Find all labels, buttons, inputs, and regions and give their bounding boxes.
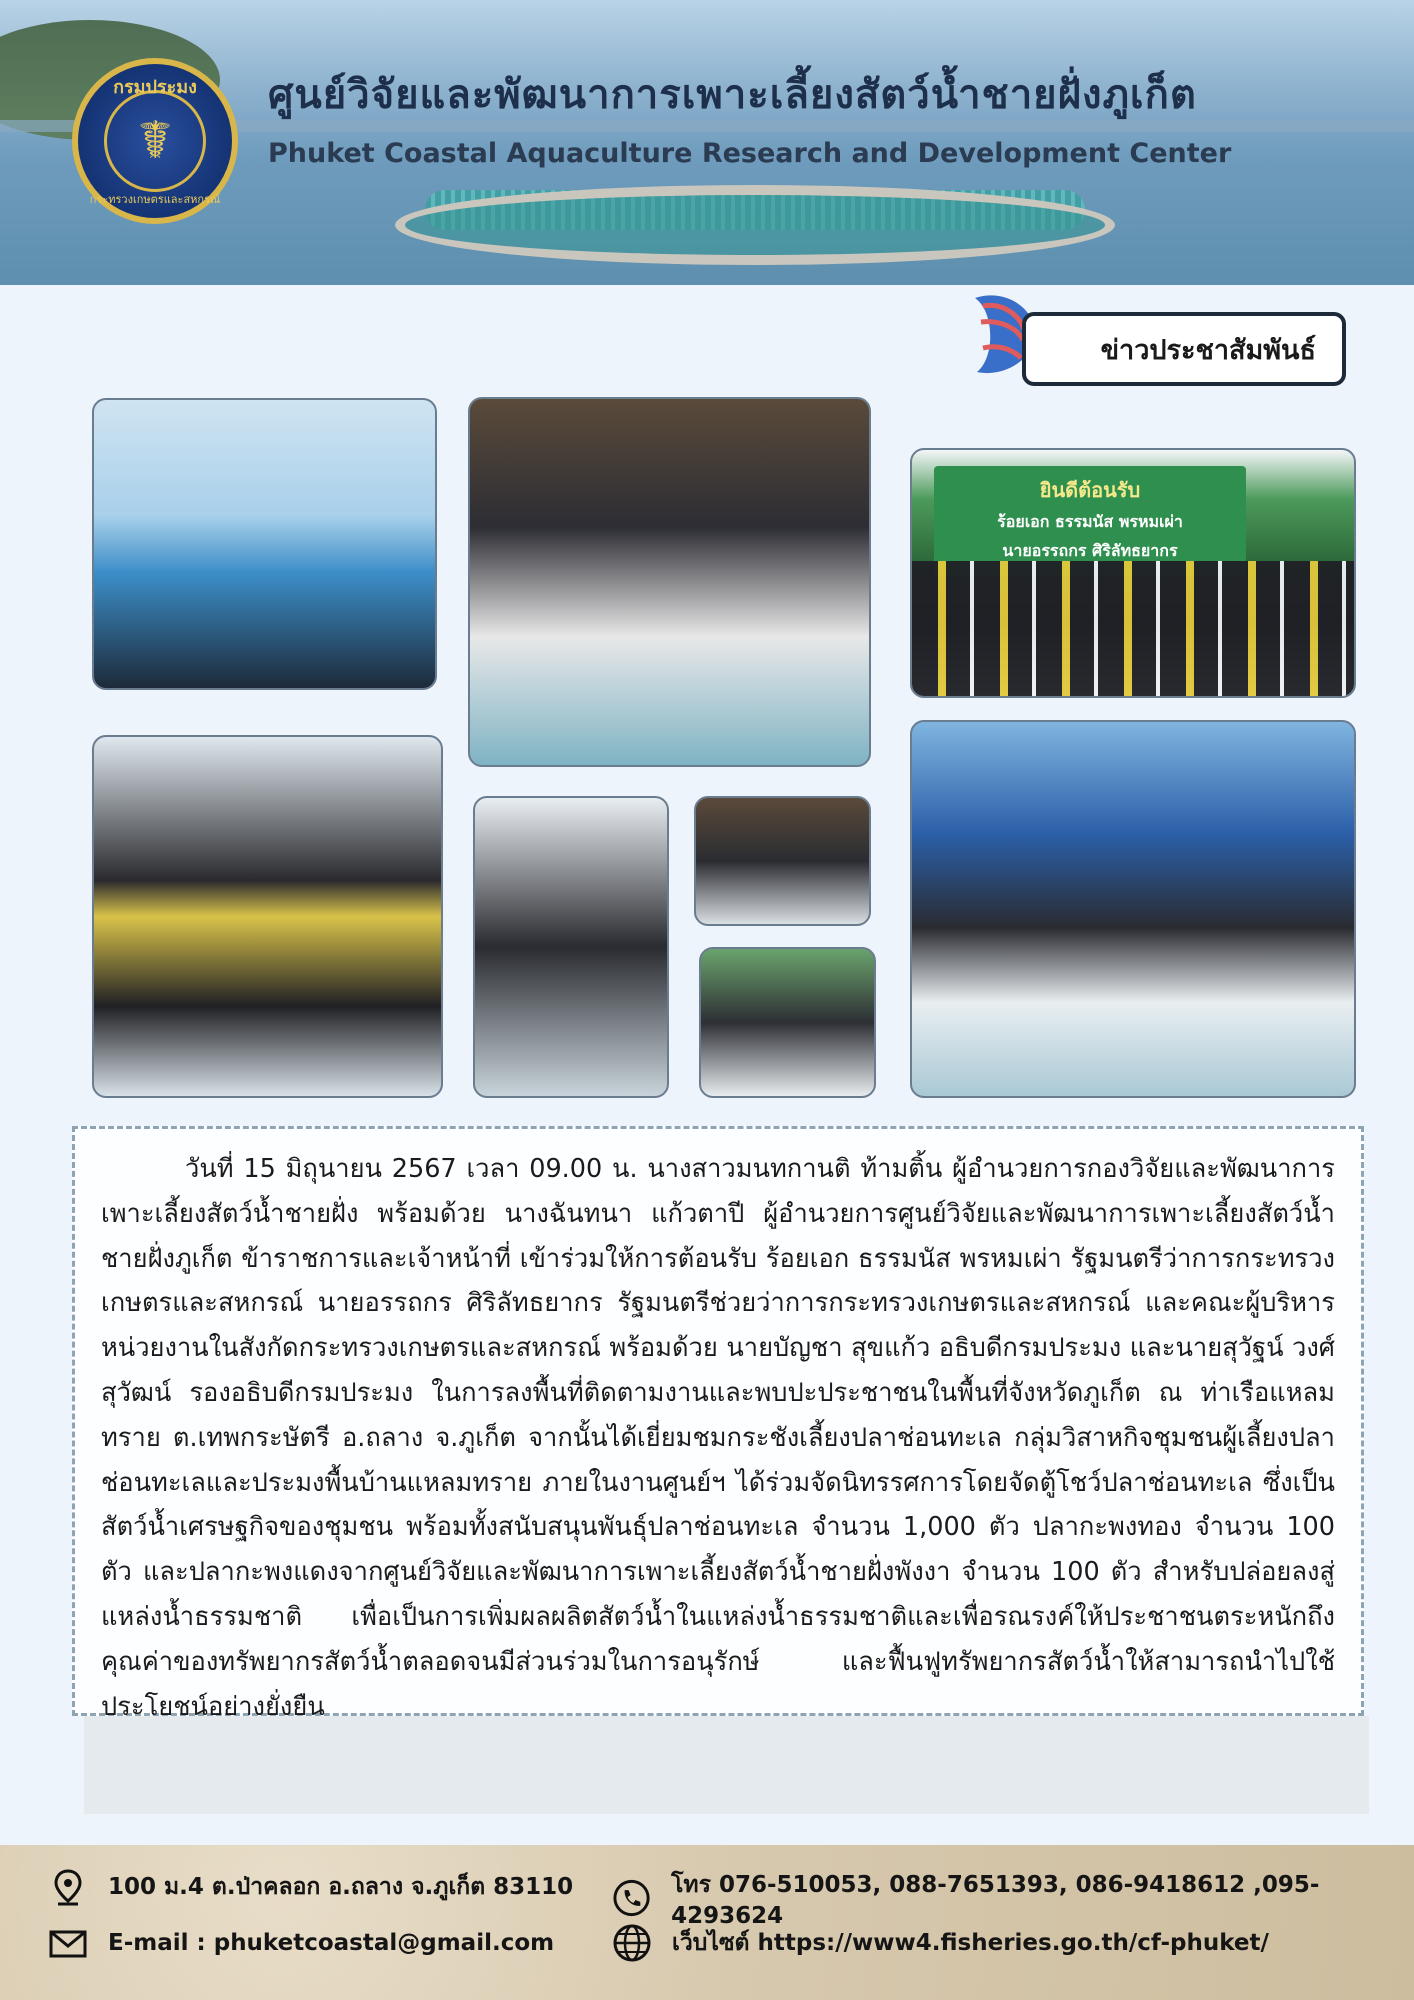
text-shadow-bar <box>84 1716 1369 1814</box>
photo-release-overview <box>694 796 871 926</box>
globe-icon <box>612 1923 652 1963</box>
photo-fish-release <box>468 397 871 767</box>
logo-text-top: กรมประมง <box>113 77 197 98</box>
title-english: Phuket Coastal Aquaculture Research and Development Center <box>268 138 1232 169</box>
email-text[interactable]: E-mail : phuketcoastal@gmail.com <box>108 1930 555 1956</box>
footer-contact <box>0 1845 1414 2000</box>
title-thai: ศูนย์วิจัยและพัฒนาการเพาะเลี้ยงสัตว์น้ำชายฝั่งภูเก็ต <box>268 72 1197 118</box>
department-logo <box>72 58 238 224</box>
photo-exhibition-group <box>92 398 437 690</box>
footer-address <box>48 1867 573 1907</box>
welcome-sign-line3: นายอรรถกร ศิริลัทธยากร <box>1002 541 1178 560</box>
footer-email[interactable] <box>48 1923 554 1963</box>
article-paragraph: วันที่ 15 มิถุนายน 2567 เวลา 09.00 น. นางสาวมนทกานติ ท้ามติ้น ผู้อำนวยการกองวิจัยและพัฒนาการเพาะเลี้ยงสัตว์น้ำชายฝั่ง พร้อมด้วย นางฉันทนา แก้วตาปี ผู้อำนวยการศูนย์วิจัยและพัฒนาการเพาะเลี้ยงสัตว์น้ำชายฝั่งภูเก็ต ข้าราชการและเจ้าหน้าที่ เข้าร่วมให้การต้อนรับ ร้อยเอก ธรรมนัส พรหมเผ่า รัฐมนตรีว่าการกระทรวงเกษตรและสหกรณ์ นายอรรถกร ศิริลัทธยากร รัฐมนตรีช่วยว่าการกระทรวงเกษตรและสหกรณ์ และคณะผู้บริหาร หน่วยงานในสังกัดกระทรวงเกษตรและสหกรณ์ พร้อมด้วย นายบัญชา สุขแก้ว อธิบดีกรมประมง และนายสุวัฐน์ วงศ์สุวัฒน์ รองอธิบดีกรมประมง ในการลงพื้นที่ติดตามงานและพบปะประชาชนในพื้นที่จังหวัดภูเก็ต ณ ท่าเรือแหลมทราย ต.เทพกระษัตรี อ.ถลาง จ.ภูเก็ต จากนั้นได้เยี่ยมชมกระชังเลี้ยงปลาช่อนทะเล กลุ่มวิสาหกิจชุมชนผู้เลี้ยงปลาช่อนทะเลและประมงพื้นบ้านแหลมทราย ภายในงานศูนย์ฯ ได้ร่วมจัดนิทรรศการโดยจัดตู้โชว์ปลาช่อนทะเล ซึ่งเป็นสัตว์น้ำเศรษฐกิจของชุมชน พร้อมทั้งสนับสนุนพันธุ์ปลาช่อนทะเล จำนวน 1,000 ตัว ปลากะพงทอง จำนวน 100 ตัว และปลากะพงแดงจากศูนย์วิจัยและพัฒนาการเพาะเลี้ยงสัตว์น้ำชายฝั่งพังงา จำนวน 100 ตัว สำหรับปล่อยลงสู่แหล่งน้ำธรรมชาติ เพื่อเป็นการเพิ่มผลผลิตสัตว์น้ำในแหล่งน้ำธรรมชาติและเพื่อรณรงค์ให้ประชาชนตระหนักถึงคุณค่าของทรัพยากรสัตว์น้ำตลอดจนมีส่วนร่วมในการอนุรักษ์ และฟื้นฟูทรัพยากรสัตว์น้ำให้สามารถนำไปใช้ประโยชน์อย่างยั่งยืน <box>101 1154 1335 1722</box>
press-release-badge <box>1022 312 1346 386</box>
phone-icon <box>612 1878 651 1918</box>
article-box <box>72 1126 1364 1722</box>
photo-officials-tank <box>473 796 669 1098</box>
photo-aquarium-visit <box>92 735 443 1098</box>
emblem-icon: ☤ <box>104 90 206 192</box>
header-banner <box>0 0 1414 285</box>
welcome-sign-line1: ยินดีต้อนรับ <box>1039 478 1141 502</box>
badge-label: ข่าวประชาสัมพันธ์ <box>1100 334 1316 366</box>
email-icon <box>48 1923 88 1963</box>
photo-welcome-group <box>910 448 1356 698</box>
welcome-sign <box>934 466 1246 576</box>
location-pin-icon <box>48 1867 88 1907</box>
website-text[interactable]: เว็บไซต์ https://www4.fisheries.go.th/cf-phuket/ <box>672 1930 1269 1956</box>
footer-phone <box>612 1867 1414 1929</box>
fish-cage-ring <box>395 185 1115 265</box>
photo-crowd-tank <box>699 947 876 1098</box>
welcome-sign-line2: ร้อยเอก ธรรมนัส พรหมเผ่า <box>997 512 1183 531</box>
footer-website[interactable] <box>612 1923 1269 1963</box>
photo-fish-tank-visit <box>910 720 1356 1098</box>
phone-text: โทร 076-510053, 088-7651393, 086-9418612 ,095-4293624 <box>671 1872 1320 1929</box>
people-row <box>912 561 1354 696</box>
address-text: 100 ม.4 ต.ป่าคลอก อ.ถลาง จ.ภูเก็ต 83110 <box>108 1874 574 1900</box>
logo-text-bottom: กระทรวงเกษตรและสหกรณ์ <box>89 193 221 206</box>
